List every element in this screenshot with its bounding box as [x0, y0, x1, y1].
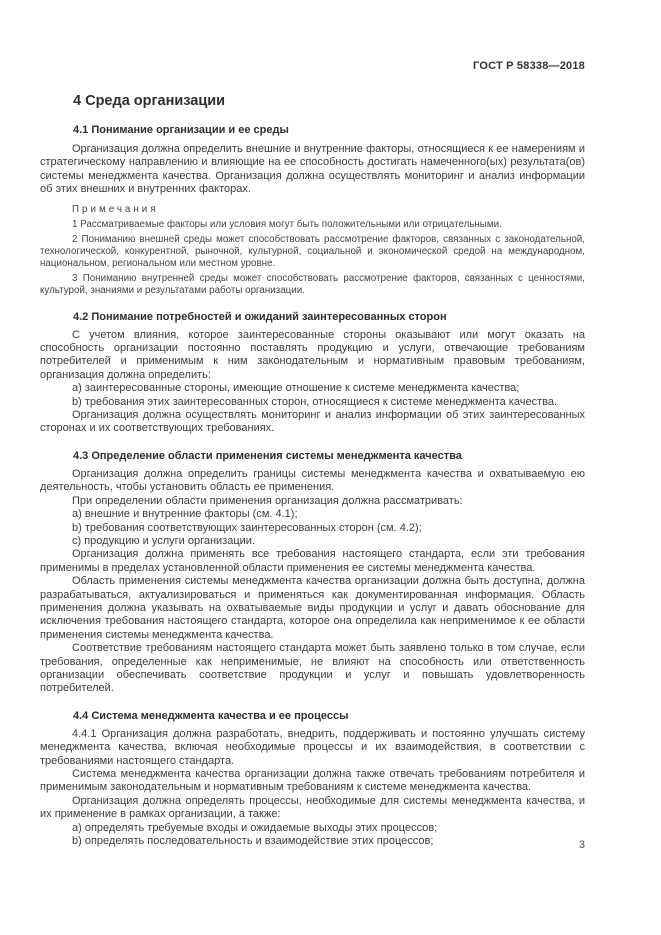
list-item-paragraph: b) требования соответствующих заинтересованных сторон (см. 4.2); — [72, 521, 422, 534]
body-paragraph: Область применения системы менеджмента качества организации должна быть доступна, должна разрабатываться, актуализироваться и применяться как документированная информация. Область применения должна указывать на охватываемые виды продукции и услуг и давать обоснование для исключения требования настоящего стандарта, которое она определила как неприменимое к ее области применения системы менеджмента качества. — [40, 575, 585, 641]
list-item-paragraph: a) определять требуемые входы и ожидаемые выходы этих процессов; — [72, 821, 438, 834]
note-paragraph: 1 Рассматриваемые факторы или условия могут быть положительными или отрицательными. — [72, 218, 502, 230]
notes-label: Примечания — [72, 203, 159, 215]
list-item-paragraph: b) требования этих заинтересованных сторон, относящиеся к системе менеджмента качества. — [72, 395, 558, 408]
body-paragraph: При определении области применения организация должна рассматривать: — [72, 494, 463, 507]
list-item-paragraph: a) заинтересованные стороны, имеющие отношение к системе менеджмента качества; — [72, 382, 520, 395]
running-header: ГОСТ Р 58338—2018 — [473, 60, 585, 72]
section-heading: 4.3 Определение области применения системы менеджмента качества — [73, 449, 462, 462]
list-item-paragraph: c) продукцию и услуги организации. — [72, 534, 256, 547]
page-number: 3 — [578, 839, 585, 851]
body-paragraph: Система менеджмента качества организации должна также отвечать требованиям потребителя и применимым законодательным и нормативным требованиям к системе менеджмента качества. — [40, 768, 585, 794]
body-paragraph: Организация должна осуществлять мониторинг и анализ информации об этих заинтересованных сторонах и их соответствующих требованиях. — [40, 409, 585, 435]
body-paragraph: Соответствие требованиям настоящего стандарта может быть заявлено только в том случае, если требования, определенные как неприменимые, не влияют на способность или ответственность организации обеспечивать соответствие продукции и услуг и повышать удовлетворенность потребителей. — [40, 642, 585, 695]
section-heading: 4.2 Понимание потребностей и ожиданий заинтересованных сторон — [73, 310, 447, 323]
list-item-paragraph: b) определять последовательность и взаимодействие этих процессов; — [72, 835, 434, 848]
body-paragraph: С учетом влияния, которое заинтересованные стороны оказывают или могут оказать на способность организации постоянно поставлять продукцию и услуги, отвечающие требованиям потребителей и применимым к ним законодательным и нормативным правовым требованиям, организация должна определить: — [40, 328, 585, 381]
section-heading: 4.1 Понимание организации и ее среды — [73, 124, 289, 136]
body-paragraph: Организация должна определять процессы, необходимые для системы менеджмента качества, и их применение в рамках организации, а также: — [40, 794, 585, 821]
body-paragraph: Организация должна определить границы системы менеджмента качества и охватываемую ею деятельность, чтобы установить область ее применения. — [40, 467, 585, 494]
document-content — [40, 92, 585, 848]
note-paragraph: 3 Пониманию внутренней среды может способствовать рассмотрение факторов, связанных с ценностями, культурой, знаниями и результатами работы организации. — [40, 272, 585, 296]
section-heading: 4.4 Система менеджмента качества и ее процессы — [73, 709, 349, 722]
body-paragraph: Организация должна применять все требования настоящего стандарта, если эти требования применимы в пределах установленной области применения ее системы менеджмента качества. — [40, 548, 585, 574]
chapter-heading: 4 Среда организации — [73, 93, 226, 109]
body-paragraph: 4.4.1 Организация должна разработать, внедрить, поддерживать и постоянно улучшать систему менеджмента качества, включая необходимые процессы и их взаимодействия, в соответствии с требованиями настоящего стандарта. — [40, 727, 585, 767]
body-paragraph: Организация должна определить внешние и внутренние факторы, относящиеся к ее намерениям и стратегическому направлению и влияющие на ее способность достигать намеченного(ых) результата(ов) системы менеджмента качества. Организация должна осуществлять мониторинг и анализ информации об этих внешних и внутренних факторах. — [40, 143, 585, 196]
note-paragraph: 2 Пониманию внешней среды может способствовать рассмотрение факторов, связанных с законодательной, технологической, конкурентной, рыночной, культурной, социальной и экономической средой на международном, национальном, региональном или местном уровне. — [40, 233, 585, 269]
list-item-paragraph: a) внешние и внутренние факторы (см. 4.1); — [72, 508, 298, 521]
